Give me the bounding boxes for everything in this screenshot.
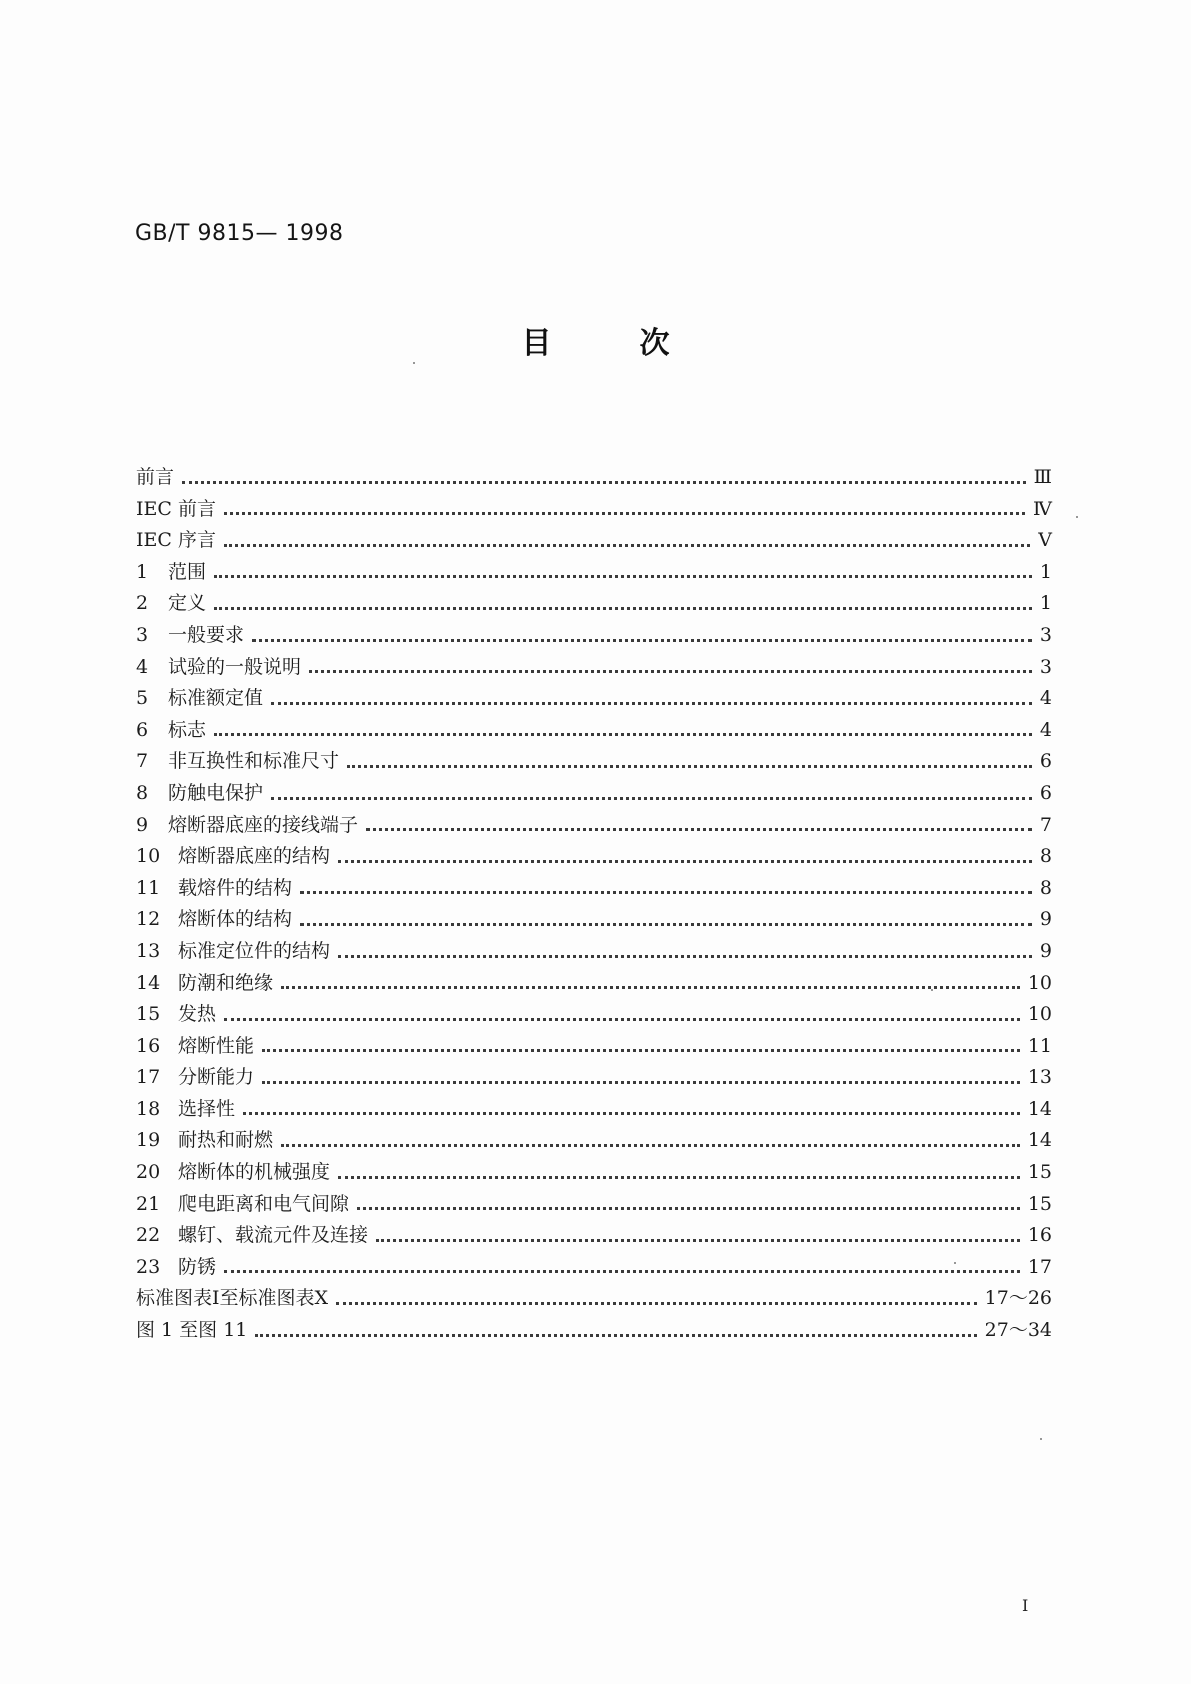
toc-entry-page: Ⅲ <box>1033 466 1052 488</box>
toc-entry-page: 8 <box>1039 845 1052 868</box>
toc-entry <box>136 1283 1052 1315</box>
toc-entry-page: 16 <box>1027 1224 1052 1247</box>
toc-entry-number: 12 <box>136 908 161 931</box>
toc-entry-page: 1 <box>1039 560 1052 583</box>
toc-entry-title: 爬电距离和电气间隙 <box>178 1192 350 1215</box>
toc-entry-number: 10 <box>136 845 161 868</box>
dot-leader <box>271 702 1032 705</box>
toc-entry-number: 4 <box>136 655 149 678</box>
toc-entry-title: 熔断器底座的接线端子 <box>168 813 359 836</box>
toc-entry <box>136 904 1052 936</box>
toc-entry-number: 6 <box>136 718 149 741</box>
toc-entry-number: 15 <box>136 1003 161 1026</box>
toc-entry-number: 5 <box>136 687 149 710</box>
toc-entry-number: 19 <box>136 1129 161 1152</box>
toc-entry-title: 选择性 <box>178 1097 236 1120</box>
toc-entry-title: 发热 <box>178 1003 217 1026</box>
toc-entry-number: 13 <box>136 939 161 962</box>
toc-entry-title: 熔断体的结构 <box>178 908 293 931</box>
dot-leader <box>376 1239 1020 1242</box>
toc-entry <box>136 494 1052 526</box>
dot-leader <box>262 1081 1020 1084</box>
toc-entry <box>136 999 1052 1031</box>
scan-speck <box>1076 516 1078 518</box>
toc-entry-title: 标准额定值 <box>168 687 264 710</box>
toc-entry-title: 防锈 <box>178 1255 217 1278</box>
table-of-contents <box>136 462 1052 1347</box>
toc-entry <box>136 1094 1052 1126</box>
toc-entry-page: 6 <box>1039 750 1052 773</box>
toc-entry-page: 4 <box>1039 687 1052 710</box>
page-folio: I <box>1022 1596 1029 1615</box>
dot-leader <box>281 1144 1020 1147</box>
toc-entry-number: 22 <box>136 1224 161 1247</box>
toc-entry-number: 18 <box>136 1097 161 1120</box>
dot-leader <box>243 1112 1020 1115</box>
toc-entry-page: 11 <box>1027 1034 1052 1057</box>
toc-entry-title: 非互换性和标准尺寸 <box>168 750 340 773</box>
dot-leader <box>338 860 1032 863</box>
dot-leader <box>309 670 1032 673</box>
toc-entry <box>136 1220 1052 1252</box>
dot-leader <box>281 986 1020 989</box>
toc-entry <box>136 1031 1052 1063</box>
toc-entry-page: 3 <box>1039 655 1052 678</box>
toc-entry-title: 定义 <box>168 592 207 615</box>
dot-leader <box>262 1049 1020 1052</box>
toc-entry-title: IEC 序言 <box>136 529 216 552</box>
toc-entry-number: 3 <box>136 623 149 646</box>
toc-entry-title: 防触电保护 <box>168 781 264 804</box>
toc-entry <box>136 620 1052 652</box>
dot-leader <box>252 639 1032 642</box>
toc-entry-number: 23 <box>136 1255 161 1278</box>
toc-entry <box>136 968 1052 1000</box>
toc-entry <box>136 525 1052 557</box>
dot-leader <box>214 733 1032 736</box>
toc-entry-title: 耐热和耐燃 <box>178 1129 274 1152</box>
toc-entry-title: 熔断器底座的结构 <box>178 845 331 868</box>
toc-entry <box>136 1062 1052 1094</box>
dot-leader <box>214 575 1032 578</box>
toc-entry <box>136 462 1052 494</box>
toc-entry-page: 8 <box>1039 876 1052 899</box>
toc-entry-title: 图 1 至图 11 <box>136 1319 248 1342</box>
dot-leader <box>224 544 1030 547</box>
toc-entry-number: 14 <box>136 971 161 994</box>
toc-entry <box>136 746 1052 778</box>
toc-entry-page: 27～34 <box>984 1319 1052 1342</box>
toc-entry-number: 17 <box>136 1066 161 1089</box>
dot-leader <box>338 1176 1020 1179</box>
dot-leader <box>338 955 1032 958</box>
toc-entry-page: 15 <box>1027 1161 1052 1184</box>
toc-entry <box>136 557 1052 589</box>
scan-speck <box>1040 1438 1042 1440</box>
dot-leader <box>300 923 1032 926</box>
toc-entry-page: 17 <box>1027 1255 1052 1278</box>
toc-entry <box>136 1125 1052 1157</box>
toc-entry-number: 16 <box>136 1034 161 1057</box>
toc-entry-page: 9 <box>1039 908 1052 931</box>
toc-entry-number: 11 <box>136 876 161 899</box>
toc-entry-number: 21 <box>136 1192 161 1215</box>
toc-entry <box>136 652 1052 684</box>
toc-entry-title: 范围 <box>168 560 207 583</box>
toc-entry-page: 10 <box>1027 971 1052 994</box>
toc-entry <box>136 1189 1052 1221</box>
toc-entry-number: 20 <box>136 1161 161 1184</box>
standard-number: GB/T 9815— 1998 <box>135 221 344 246</box>
toc-entry-number: 9 <box>136 813 149 836</box>
toc-entry-page: 7 <box>1039 813 1052 836</box>
toc-entry-page: 15 <box>1027 1192 1052 1215</box>
toc-entry-number: 2 <box>136 592 149 615</box>
dot-leader <box>347 765 1032 768</box>
toc-entry-page: Ⅴ <box>1038 529 1052 552</box>
toc-entry-number: 7 <box>136 750 149 773</box>
dot-leader <box>336 1302 977 1305</box>
toc-entry-title: 熔断性能 <box>178 1034 255 1057</box>
dot-leader <box>224 1018 1020 1021</box>
dot-leader <box>255 1334 976 1337</box>
dot-leader <box>214 607 1032 610</box>
toc-entry-page: 10 <box>1027 1003 1052 1026</box>
toc-entry-title: IEC 前言 <box>136 497 216 520</box>
toc-entry-title: 标准图表Ⅰ至标准图表Ⅹ <box>136 1287 329 1310</box>
toc-entry-page: 14 <box>1027 1129 1052 1152</box>
toc-entry-title: 防潮和绝缘 <box>178 971 274 994</box>
toc-entry-page: 4 <box>1039 718 1052 741</box>
scan-speck <box>954 1262 956 1264</box>
toc-entry-title: 载熔件的结构 <box>178 876 293 899</box>
toc-entry <box>136 588 1052 620</box>
toc-entry-number: 8 <box>136 781 149 804</box>
toc-title: 目次 <box>521 326 758 361</box>
toc-entry-title: 一般要求 <box>168 623 245 646</box>
dot-leader <box>182 481 1026 484</box>
toc-entry-title: 标志 <box>168 718 207 741</box>
toc-entry <box>136 1157 1052 1189</box>
toc-entry <box>136 936 1052 968</box>
toc-entry <box>136 1315 1052 1347</box>
scan-speck <box>413 362 415 364</box>
dot-leader <box>357 1207 1020 1210</box>
toc-entry-title: 熔断体的机械强度 <box>178 1161 331 1184</box>
toc-entry-title: 试验的一般说明 <box>168 655 302 678</box>
toc-entry <box>136 873 1052 905</box>
dot-leader <box>300 891 1032 894</box>
toc-entry-title: 螺钉、载流元件及连接 <box>178 1224 369 1247</box>
toc-entry-title: 分断能力 <box>178 1066 255 1089</box>
toc-entry <box>136 1252 1052 1284</box>
toc-entry-title: 标准定位件的结构 <box>178 939 331 962</box>
toc-entry-page: 6 <box>1039 781 1052 804</box>
toc-entry <box>136 841 1052 873</box>
dot-leader <box>224 512 1025 515</box>
toc-entry <box>136 683 1052 715</box>
toc-entry-title: 前言 <box>136 466 175 488</box>
toc-entry-page: Ⅳ <box>1033 497 1052 520</box>
toc-entry-page: 3 <box>1039 623 1052 646</box>
dot-leader <box>366 828 1032 831</box>
toc-entry-number: 1 <box>136 560 149 583</box>
toc-entry <box>136 778 1052 810</box>
dot-leader <box>224 1270 1020 1273</box>
scan-speck <box>931 989 933 991</box>
toc-entry <box>136 810 1052 842</box>
toc-entry-page: 1 <box>1039 592 1052 615</box>
toc-entry-page: 13 <box>1027 1066 1052 1089</box>
toc-entry <box>136 715 1052 747</box>
toc-entry-page: 14 <box>1027 1097 1052 1120</box>
dot-leader <box>271 797 1032 800</box>
toc-entry-page: 17～26 <box>984 1287 1052 1310</box>
toc-entry-page: 9 <box>1039 939 1052 962</box>
